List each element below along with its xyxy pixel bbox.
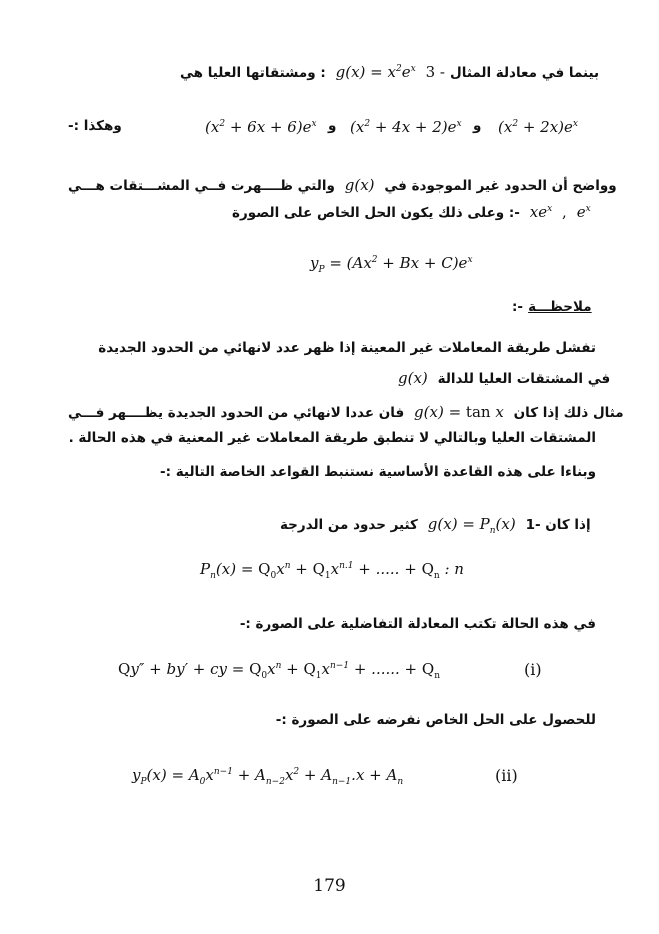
expr-deriv-3: $(x^2 + 6x + 6)e^x$: [205, 118, 317, 136]
text-line3-b: والتي ظــــهرت فــي المشـــتقات هـــي: [68, 178, 335, 194]
expr-gx: g(x): [339, 176, 380, 194]
page-number: 179: [313, 876, 346, 896]
text-rule1-b: كثير حدود من الدرجة: [280, 517, 418, 533]
line-1: [180, 62, 599, 81]
text-note2: في المشتقات العليا للدالة: [437, 371, 611, 387]
expr-g-tan: g(x) = tan x: [409, 403, 509, 421]
rule-1-line: [280, 514, 591, 536]
text-line1-start: بينما في معادلة المثال: [450, 65, 600, 81]
text-line4: وعلى ذلك يكون الحل الخاص على الصورة :-: [232, 205, 520, 221]
equation-g-x2ex: $g(x) = x^2e^x$: [330, 63, 416, 81]
note-line-1: تفشل طريقة المعاملات غير المعينة إذا ظهر عدد لانهائي من الحدود الجديدة: [98, 340, 596, 356]
expr-ex: $e^x$: [571, 203, 591, 221]
expr-gx-2: g(x): [398, 369, 433, 387]
formula-pn: $P_n(x) = Q_0x^n + Q_1x^{n.1}$ + ..... + $Q_n$ : n: [200, 560, 464, 581]
formula-yp-ii: $y_P(x) = A_0x^{n-1} + A_{n-2}x^2 + A_{n-1}.x + A_n$: [132, 766, 404, 787]
expr-deriv-2: $(x^2 + 4x + 2)e^x$: [350, 118, 462, 136]
expr-g-pn: $g(x) = P_n(x)$: [423, 515, 521, 536]
example-number: 3 -: [425, 63, 445, 81]
note-title: ملاحظـــة: [528, 299, 592, 315]
equation-tag-i: (i): [524, 660, 542, 679]
line-4: [232, 202, 591, 221]
note-colon: :-: [512, 299, 524, 315]
note-line-2: [398, 368, 610, 387]
text-rule-2: في هذه الحالة تكتب المعادلة التفاضلية على الصورة :-: [239, 616, 596, 632]
formula-yp-1: $y_P = (Ax^2 + Bx + C)e^x$: [310, 254, 473, 275]
text-rule-3: للحصول على الحل الخاص نفرضه على الصورة :-: [275, 712, 596, 728]
text-note3-a: مثال ذلك إذا كان: [513, 405, 624, 421]
comma: ,: [562, 203, 567, 221]
text-line1-mid: ومشتقاتها العليا هي :: [180, 65, 326, 81]
text-rule1-a: 1- إذا كان: [525, 517, 591, 533]
text-line3-a: وواضح أن الحدود غير الموجودة في: [384, 178, 617, 194]
text-note3-b: فان عددا لانهائي من الحدود الجديدة يظــــهر فـــي: [68, 405, 405, 421]
text-and-2: و: [473, 118, 482, 134]
note-heading: [512, 296, 592, 315]
text-hakadha: وهكذا :-: [68, 118, 122, 134]
text-and-1: و: [328, 118, 337, 134]
expr-xex: $xe^x$: [524, 203, 553, 221]
note-line-3: [68, 402, 624, 421]
note-line-5: وبناءا على هذه القاعدة الأساسية نستنبط القواعد الخاصة التالية :-: [160, 464, 596, 480]
note-line-4: المشتقات العليا وبالتالي لا تنطبق طريقة المعاملات غير المعنية في هذه الحالة .: [68, 430, 596, 446]
line-3: [68, 175, 617, 194]
equation-tag-ii: (ii): [495, 766, 518, 785]
expr-deriv-1: $(x^2 + 2x)e^x$: [498, 118, 578, 136]
formula-ode-i: Qy″ + by′ + cy = $Q_0x^n + Q_1x^{n-1}$ + ...... + $Q_n$: [118, 660, 441, 681]
